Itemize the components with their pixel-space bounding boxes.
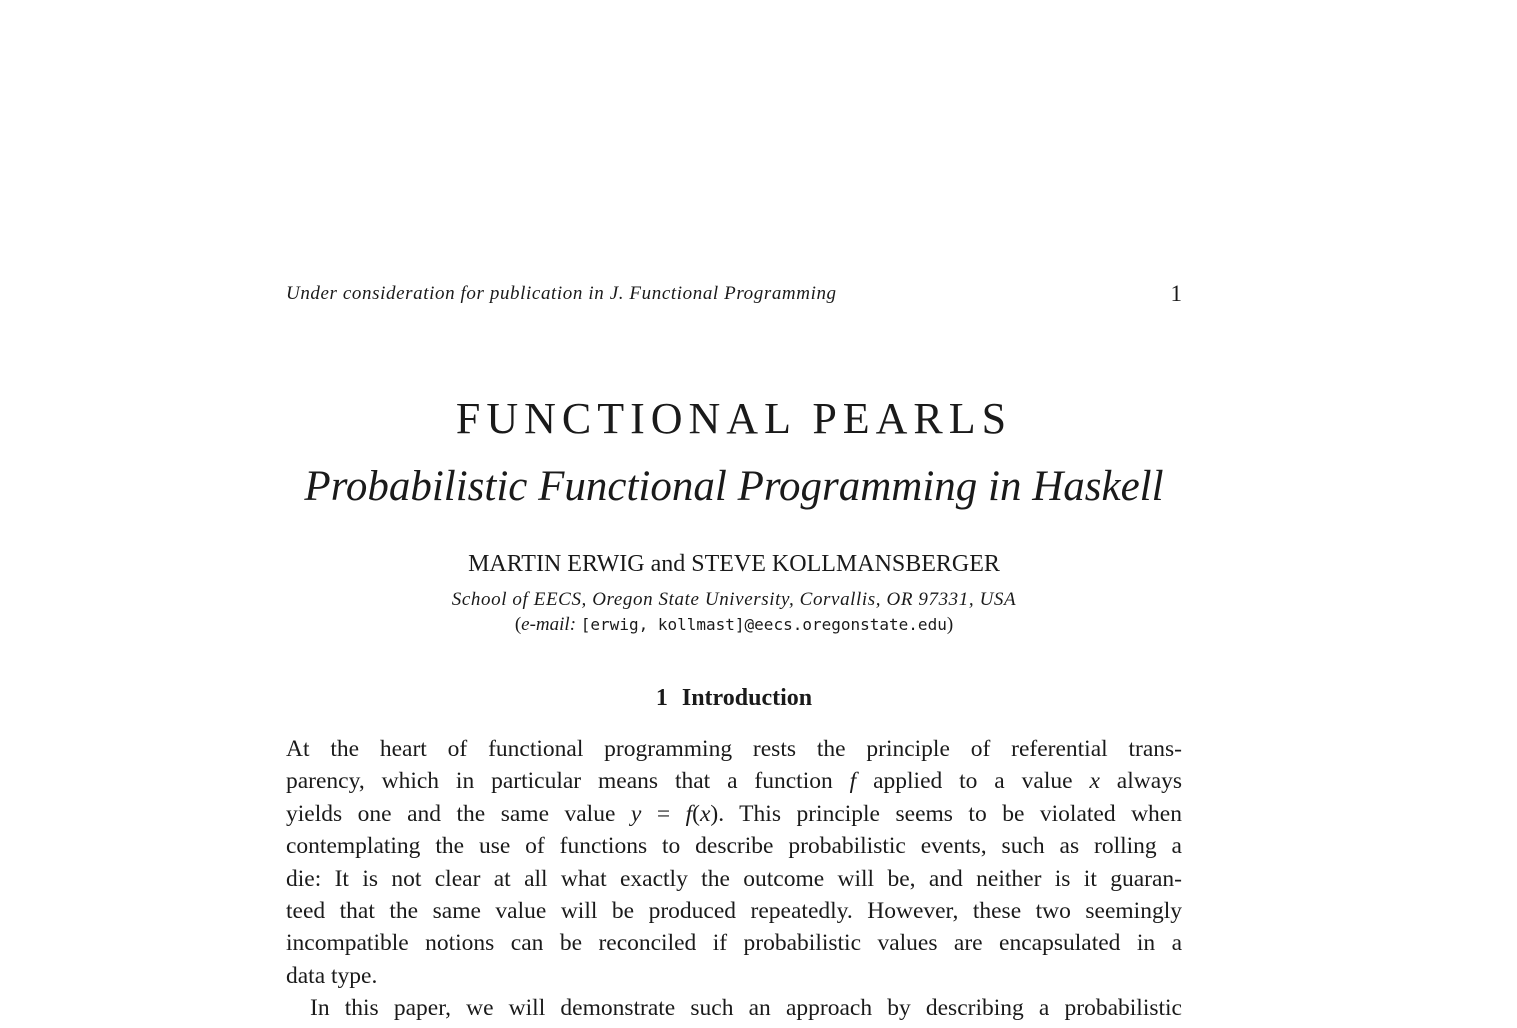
running-head: Under consideration for publication in J. Functional Programming — [286, 283, 837, 304]
body-text-fragment: ). This principle seems to be violated when — [710, 800, 1182, 827]
body-line: At the heart of functional programming rests the principle of referential trans- — [286, 736, 1182, 762]
body-line: data type. — [286, 962, 378, 989]
body-line: die: It is not clear at all what exactly the outcome will be, and neither is it guaran- — [286, 865, 1182, 892]
body-text-fragment: yields one and the same value — [286, 800, 616, 827]
page-number: 1 — [1170, 281, 1182, 306]
email-close-paren: ) — [946, 614, 954, 635]
math-var-x: x — [699, 800, 711, 827]
math-open-paren: ( — [692, 800, 700, 827]
math-var-y: y — [630, 800, 642, 827]
paper-page — [286, 0, 1182, 1028]
body-line: In this paper, we will demonstrate such an approach by describing a probabilistic — [310, 995, 1182, 1022]
paper-title: Probabilistic Functional Programming in Haskell — [304, 463, 1164, 510]
math-equals: = — [641, 800, 686, 827]
email-line — [286, 614, 1182, 636]
body-text-fragment: parency, which in particular means that a function — [286, 768, 833, 795]
body-text — [286, 733, 1182, 1025]
math-var-f: f — [685, 800, 693, 827]
body-line — [286, 798, 1182, 830]
math-var-x: x — [1089, 768, 1100, 795]
body-line — [286, 765, 1182, 797]
email-address: [erwig, kollmast]@eecs.oregonstate.edu — [580, 615, 947, 634]
email-label: e-mail: — [521, 614, 577, 635]
body-text-fragment: always — [1116, 768, 1183, 795]
email-open-paren: ( — [514, 614, 522, 635]
series-title: FUNCTIONAL PEARLS — [455, 394, 1013, 443]
math-var-f: f — [849, 768, 857, 795]
section-heading — [286, 685, 1182, 712]
section-title: Introduction — [681, 685, 813, 711]
body-text-fragment: applied to a value — [873, 768, 1073, 795]
body-line: teed that the same value will be produced repeatedly. However, these two seemingly — [286, 897, 1182, 924]
affiliation: School of EECS, Oregon State University, Corvallis, OR 97331, USA — [451, 589, 1017, 610]
body-line: incompatible notions can be reconciled if probabilistic values are encapsulated in a — [286, 930, 1182, 957]
authors: MARTIN ERWIG and STEVE KOLLMANSBERGER — [468, 551, 1000, 577]
section-number: 1 — [655, 685, 668, 711]
body-line: contemplating the use of functions to describe probabilistic events, such as rolling a — [286, 833, 1182, 860]
